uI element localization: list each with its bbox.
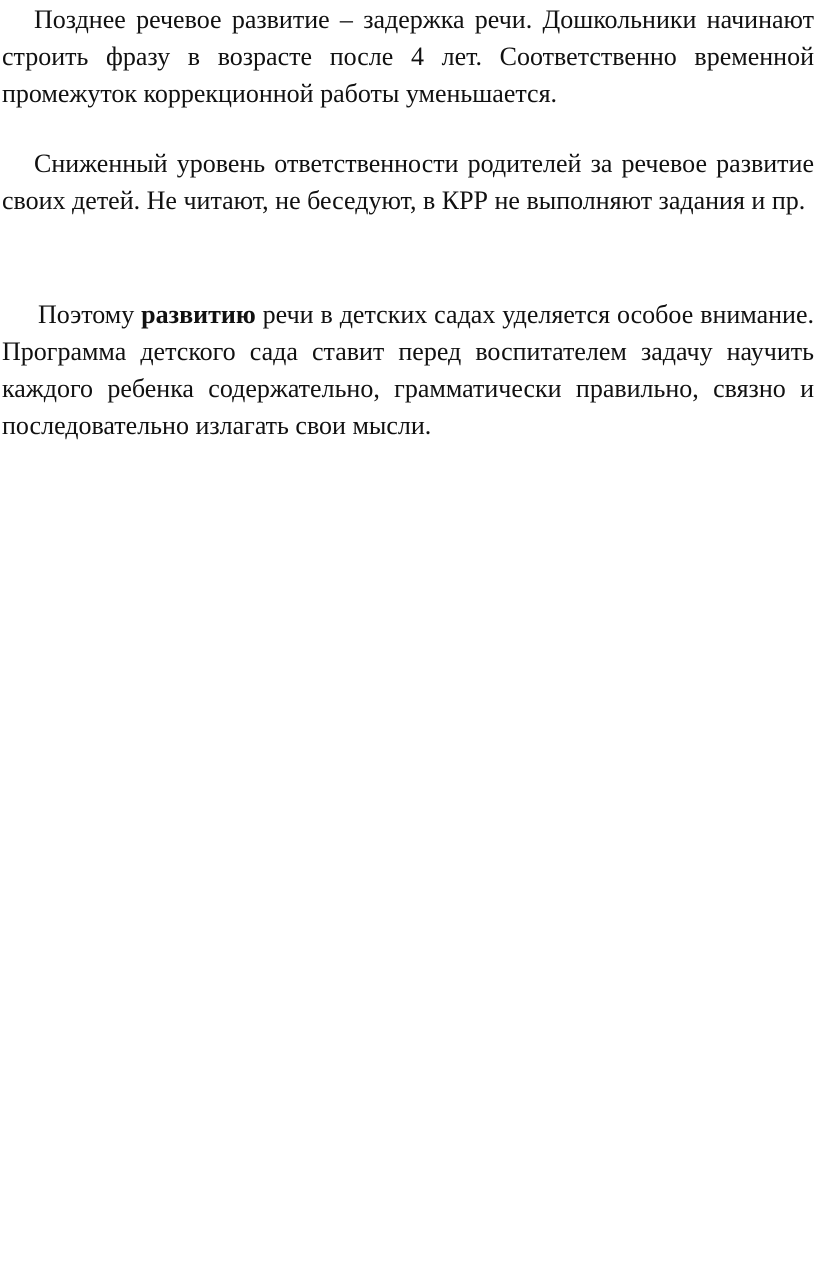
paragraph-parent-responsibility: Сниженный уровень ответственности родителей за речевое развитие своих детей. Не читают, не беседуют, в КРР не выполняют задания и пр.: [2, 149, 814, 215]
paragraph-lead-text: Поэтому: [38, 300, 142, 329]
paragraph-body-text: речи в детских садах уделяется особое внимание. Программа детского сада ставит перед воспитателем задачу научить каждого ребенка содержательно, грамматически правильно, связно и последовательно излагать свои мысли.: [2, 300, 814, 440]
paragraph-late-speech-development: Позднее речевое развитие – задержка речи. Дошкольники начинают строить фразу в возрасте после 4 лет. Соответственно временной промежуток коррекционной работы уменьшается.: [2, 5, 814, 108]
paragraph-kindergarten-program: [2, 296, 814, 444]
bold-keyword: развитию: [141, 300, 256, 329]
